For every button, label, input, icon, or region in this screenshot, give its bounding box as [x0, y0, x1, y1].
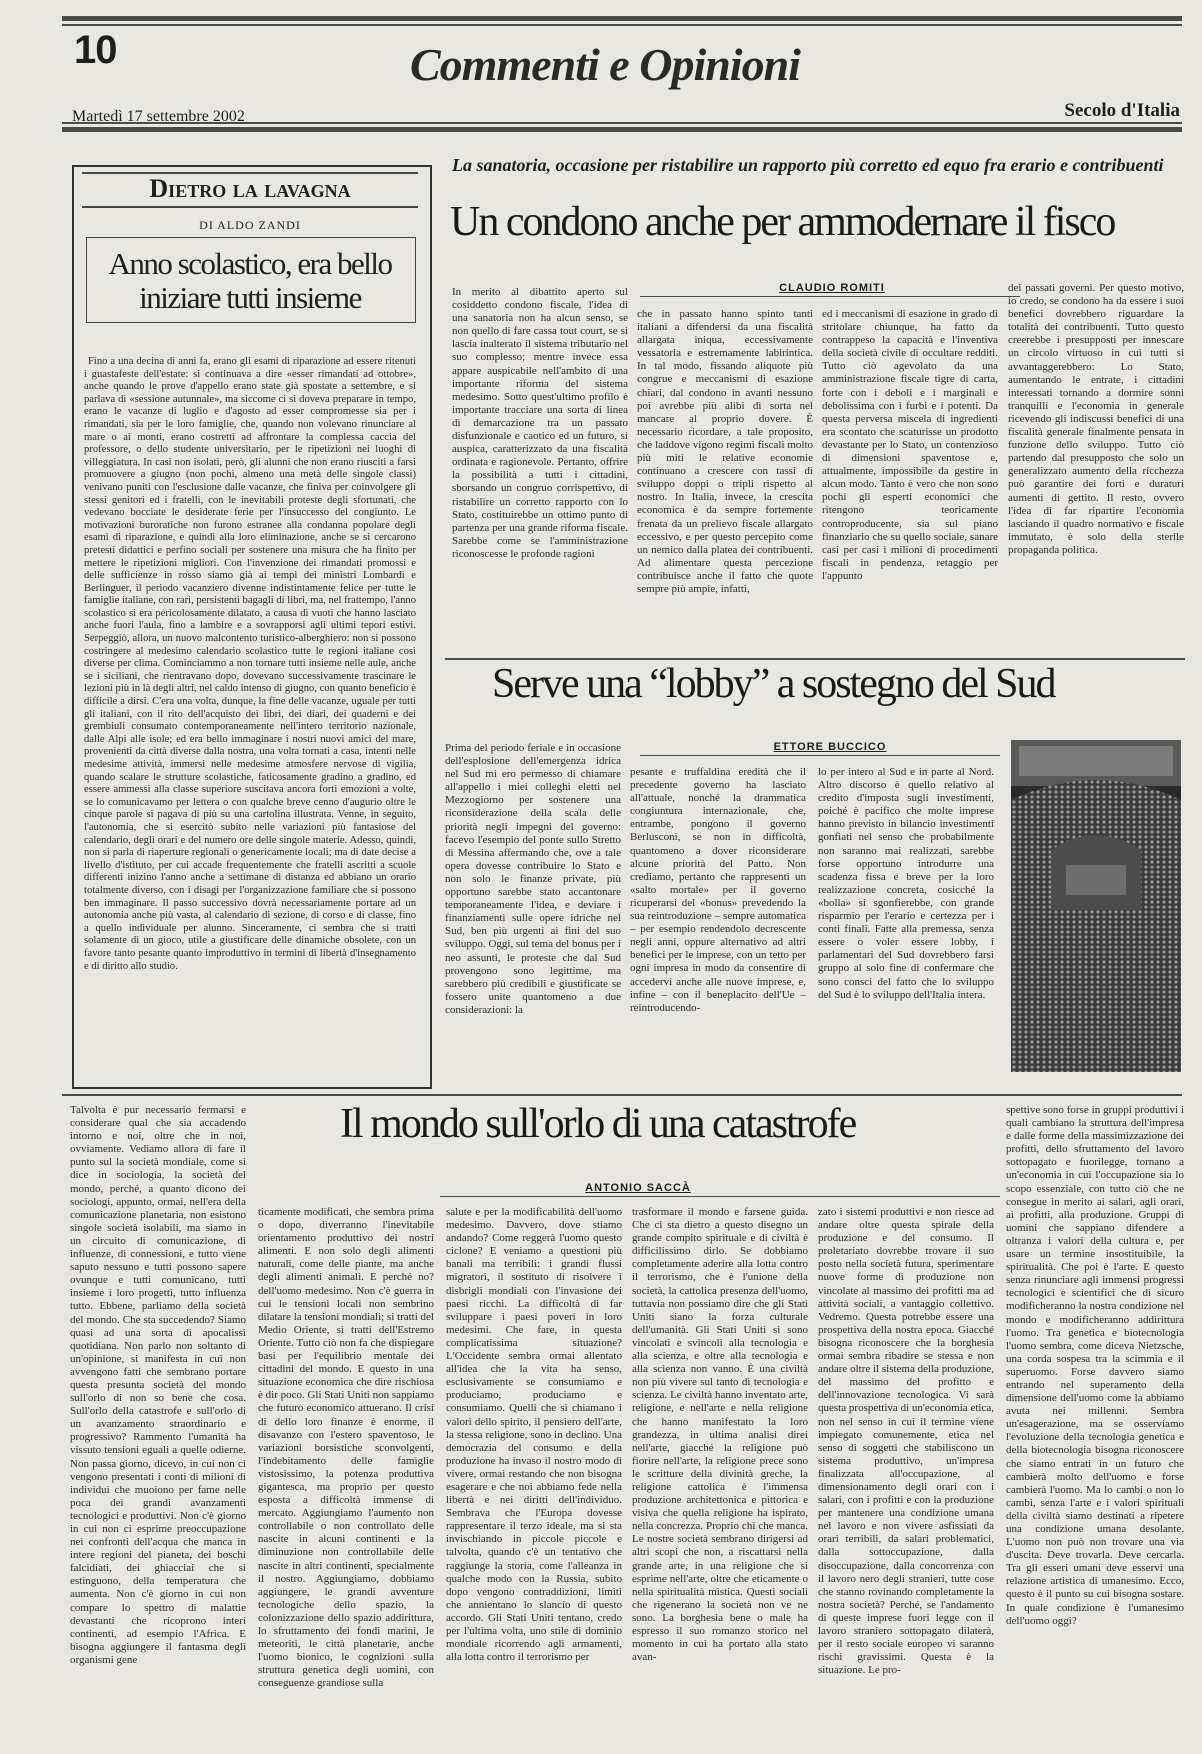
section-title: Commenti e Opinioni — [410, 39, 800, 90]
article1-col-1-text: In merito al dibattito aperto sul cosiddetto condono fiscale, l'idea di una sanatoria non ha alcun senso, se non quello di fare cassa tout court, se si lascia inalterato il sistema tributario nel suo complesso; mentre invece essa appare auspicabile nell'ambito di una importante riforma del sistema medesimo. Sotto quest'ultimo profilo è importante tracciare una sorta di linea di demarcazione tra un passato disfunzionale e caotico ed un futuro, si auspica, caratterizzato da una fiscalità ordinata e ragionevole. Pertanto, offrire la possibilità a tutti i cittadini, sborsando un congruo corrispettivo, di ristabilire un corretto rapporto con lo Stato, costituirebbe un ottimo punto di partenza per una grande riforma fiscale. Sarebbe come se l'amministrazione riconoscesse le profonde ragioni — [452, 286, 628, 560]
article3-col-5 — [818, 1206, 994, 1744]
page-number: 10 — [74, 28, 117, 72]
article1-col-1 — [452, 286, 628, 654]
article2-byline-rule — [640, 755, 1000, 756]
article3-col-1 — [70, 1104, 246, 1744]
header-rule — [62, 127, 1182, 132]
article3-col-4-text: trasformare il mondo e farsene guida. Che ci sta dietro a questo disegno un grande compito spirituale e di civiltà è difficilissimo dirlo. Se dobbiamo completamente aderire alla lotta contro il terrorismo, che è l'unione della società, la cattolica presenza dell'uomo, tuttavia non possiamo dire che gli Stati Uniti siano la forza culturale dell'umanità. Gli Stati Uniti si sono vincolati e svincoli alla tecnologia e alla scienza, e oltre alla tecnologia e alla scienza non vanno. È una civiltà non più vivere sul tanto di tecnologia e scienza. Le civiltà hanno inventato arte, religione, e nell'arte e nella religione che hanno manifestato la loro grandezza, in ultima analisi direi nell'arte, giacché la religione può fiorire nell'arte, la religione prece sono le scritture della divinità greche, la religione cattolica è l'immensa produzione architettonica e pittorica e visiva che quella religione ha ispirato, nella concrezza. Proprio chi che manca. Le nostre società sembrano dirigersi ad altri scopi che non, a riscattarsi nella grande arte, in una religione che si esprime nell'arte, oltre che eticamente o nella spiritualità mistica. Questi sociali che rigenerano la società non ve ne sono. La borghesia bene o male ha espresso il suo romanzo storico nel momento in cui ha portato alla stato avan- — [632, 1206, 808, 1664]
column-title: Anno scolastico, era bello iniziare tutti insieme — [108, 246, 392, 315]
article3-col-5-text: zato i sistemi produttivi e non riesce ad andare oltre questa spirale della produzione e del consumo. Il proletariato dovrebbe trovare il suo posto nella società futura, sperimentare nuove forme di produzione non vincolate al massimo dei profitti ma ad attività sociali, a vantaggio collettivo. Vedremo. Questa potrebbe essere una prospettiva della nostra epoca. Giacché bisogna riconoscere che la borghesia ormai sembra ribadire se stessa e non andare oltre il sistema della produzione, del massimo del profitto e dell'innovazione tecnologica. Vi sarà questa prospettiva di un'economia etica, non nel senso in cui il termine viene impiegato comunemente, etica nel senso di soggetti che stabiliscono un sistema produttivo, un'impresa finalizzata all'occupazione, al dimensionamento degli orari con i salari, con i profitti e con la produzione per mantenere una condizione umana nel lavoro e non vivere asfissiati da orari terribili, da salari problematici, dalla sottoccupazione, dalla disoccupazione, dalla concorrenza con il lavoro nero degli stranieri, tutte cose che stanno rovinando completamente la nostra società? Perché, se l'andamento di queste imprese fuori legge con il lavoro straniero sottopagato dilaterà, per il resto sociale europeo vi saranno rischi gravissimi. Questa è la situazione. Le pro- — [818, 1206, 994, 1677]
top-rule-thin — [62, 24, 1182, 26]
article2-col-1-text: Prima del periodo feriale e in occasione dell'esplosione dell'emergenza idrica nel Sud mi ero permesso di chiamare all'appello i miei colleghi eletti nel Mezzogiorno per sostenere una riconsiderazione della scala delle priorità negli impegni del governo: facevo l'esempio del ponte sullo Stretto di Messina affermando che, ove a tale opera dovesse contribuire lo Stato e non solo le finanze private, più opportuno sarebbe stato accantonare temporaneamente l'idea, e deviare i finanziamenti sulle opere idriche nel Sud, ben più urgenti ai fini del suo sviluppo. Oggi, sul tema del bonus per i neo assunti, le proteste che dal Sud provengono sono legittime, ma sarebbero più credibili e giustificate se fossero unite quantomeno a due considerazioni: la — [445, 742, 621, 1016]
article1-byline-rule — [640, 296, 1020, 297]
article1-col-2-text: che in passato hanno spinto tanti italiani a difendersi da una fiscalità allargata iniqua, eccessivamente vessatoria e estremamente labirintica. In tal modo, fissando aliquote più congrue e meccanismi di esazione chiari, dal condono in avanti nessuno poi avrebbe più alibi di sorta nel mancare al proprio dovere. È necessario ricordare, a tale proposito, che laddove vigono regimi fiscali molto più miti le relative economie continuano a crescere con tassi di sviluppo doppi o tripli rispetto al nostro. In Italia, invece, la crescita economica è da sempre fortemente frenata da un prelievo fiscale allargato eccessivo, e per questo percepito come un nemico dalla platea dei contribuenti. Ad alimentare questa percezione contribuisce anche il fatto che quote sempre più ampie, infatti, — [637, 308, 813, 595]
article3-byline-rule — [440, 1196, 1000, 1197]
article1-bottom-rule — [445, 658, 1185, 660]
article3-col-6-text: spettive sono forse in gruppi produttivi i quali cambiano la struttura dell'impresa e dalle forme della massimizzazione dei profitti, dello sfruttamento del lavoro sottopagato e fuorilegge, tornano a un'economia in cui l'occupazione sia lo scopo essenziale, con tutto ciò che ne consegue in merito ai salari, agli orari, ai profitti, alla produzione. Gruppi di uomini che sappiano difendere a oltranza i valori della cultura e, per usare un termine insostituibile, la spiritualità. Che poi è l'arte. E questo senza rinunciare agli immensi progressi tecnologici e scientifici che di sicuro modificheranno la nostra condizione nel mondo e modificheranno addirittura l'uomo. Tra genetica e biotecnologia l'uomo sembra, come diceva Nietzsche, una corda sospesa tra la scimmia e il superuomo. Forse davvero siamo entrando nel superamento della dimensione dell'uomo come la abbiamo avuta nei millenni. Sembra un'esagerazione, ma se osserviamo l'evoluzione della tecnologia genetica e della biotecnologia bisogna riconoscere che siamo entrati in un futuro che cambierà molto dell'uomo e forse cambierà l'uomo. Ma lo cambi o non lo cambi, senza l'arte e i valori spirituali della civiltà siamo destinati a ripetere una condizione umana desolante. L'uomo non può non trovare una via d'uscita. Deve trovarla. Deve cercarla. Tra gli esseri umani deve esservi una relazione artistica di umanesimo. Ecco, questo è il punto su cui bisogna sostare. In quale condizione è l'umanesimo dell'uomo oggi? — [1006, 1104, 1184, 1627]
article2-col-2 — [630, 766, 806, 1074]
article2-col-2-text: pesante e truffaldina eredità che il precedente governo ha lasciato all'attuale, nonché la drammatica congiuntura internazionale, che, entrambe, pongono il governo Berlusconi, se non in difficoltà, quantomeno a dover riconsiderare alcune priorità del Patto. Non crediamo, pertanto che rappresenti un «salto mortale» per il governo ricuperarsi del «bonus» prevedendo la sua reintroduzione – sempre automatica – per esempio rendendolo decrescente negli anni, oppure alternativo ad altri benefici per le imprese, con un tetto per ogni impresa in modo da consentire di accedervi anche alle nuove imprese, e, infine – con il beneplacito dell'Ue – reintroducendo- — [630, 766, 806, 1014]
column-body — [84, 356, 416, 1072]
article1-col-2 — [637, 308, 813, 654]
middle-rule — [62, 1094, 1182, 1096]
article3-col-1-text: Talvolta è pur necessario fermarsi e considerare qual che sia accadendo intorno e noi, oltre che in noi, ovviamente. Vediamo allora di fare il punto sul la società mondiale, come si dice in sociologia, la società del mondo, perché, a quanto dicono dei sociologi, appunto, ormai, nell'era della comunicazione planetaria, non esistono singole società isolabili, ma siamo in un circuito di comunicazione, di influenze, di connessioni, e tutto viene saputo nessuno e tutti possono sapere ovunque e tutti comunicano, tutti insieme i loro progetti, tutto influenza tutto. Ebbene, parliamo della società del mondo. Che sta succedendo? Siamo quasi ad una sorta di apocalissi quotidiana. Non parlo non soltanto di un'opinione, si manifesta in cui non avvengono fatti che sembrano portare questa presunta società del mondo sull'orlo di non so bene che cosa. Sull'orlo della catastrofe e sull'orlo di un avanzamento straordinario e progressivo? Rammento l'umanità ha vissuto tensioni eguali a quelle odierne. Non passa giorno, dicevo, in cui non ci vengono presentati i conti di milioni di individui che muoiono per fame nelle poca dei grandi avanzamenti tecnologici e produttivi. Non c'è giorno in cui non ci esprime preoccupazione nei confronti dell'acqua che manca in intere regioni del pianeta, dei boschi falcidiati, dei ghiacciai che si estinguono, della temperatura che aumenta. Non c'è giorno in cui non compare lo spettro di malattie devastanti che ricoprono interi continenti, ad esempio l'Africa. E bisogna aggiungere il fantasma degli organismi gene — [70, 1104, 246, 1666]
newspaper-name: Secolo d'Italia — [1064, 100, 1180, 121]
article2-col-3-text: lo per intero al Sud e in parte al Nord. Altro discorso è quello relativo al credito d'imposta sugli investimenti, poiché è pacifico che molte imprese hanno previsto in bilancio investimenti gonfiati nel senso che probabilmente non saranno mai realizzati, sarebbe forse opportuno introdurre una scadenza fissa e breve per la loro realizzazione concreta, cosicché la «bolla» si sgonfierebbe, con grande risparmio per l'erario e certezza per i conti finali. Fatte alla premessa, senza essere o voler essere lobby, i parlamentari del Sud dovrebbero farsi gruppo al solo fine di confermare che sono consci del fatto che lo sviluppo del Sud è lo sviluppo dell'Italia intera. — [818, 766, 994, 1001]
article1-col-4 — [1008, 282, 1184, 654]
article1-byline: CLAUDIO ROMITI — [779, 282, 885, 294]
article3-col-2 — [258, 1206, 434, 1744]
column-author: DI ALDO ZANDI — [199, 218, 301, 232]
article1-col-3-text: ed i meccanismi di esazione in grado di stritolare chiunque, ha fatto da contrappeso la capacità e l'inventiva della società civile di occultare redditi. Tutto ciò agevolato da una amministrazione fiscale tigre di carta, forte con i deboli e i marginali e debolissima con i furbi e i potenti. Da questa perversa miscela di ingredienti era scontato che scaturisse un prodotto devastante per lo Stato, un contenzioso di dimensioni spaventose e, attualmente, impossibile da gestire in alcun modo. Tanto è vero che non sono pochi gli esperti economici che ritengono teoricamente controproducente, sia sul piano finanziario che su quello sociale, sanare casi per casi i milioni di procedimenti fiscali in pendenza, retaggio per l'appunto — [822, 308, 998, 582]
article3-col-6 — [1006, 1104, 1184, 1744]
column-body-text: Fino a una decina di anni fa, erano gli esami di riparazione ad essere ritenuti i guastafeste dell'estate: si continuava a dire «esser rimandati ad ottobre», anche quando le prove d'appello erano state già spostate a settembre, e si parlava di «sessione autunnale», ma siccome ci si doveva preparare in tempo, erano le vacanze di luglio e d'agosto ad esser compromesse sia per i rimandati, sia per le loro famiglie, che, quando non volevano rinunciare al mare o ai monti, erano costretti ad affrontare la complessa caccia del professore, o dello studente universitario, per le ripetizioni nei luoghi di villeggiatura. In casi non isolati, però, gli alunni che non erano riusciti a farsi promuovere a giugno (non pochi, almeno una metà delle singole classi) venivano puniti con l'esclusione dalle vacanze, che finiva per coinvolgere gli stessi genitori ed i fratelli, con le inevitabili proteste degli sfortunati, che vedevano bocciate le desiderate ferie per l'insuccesso del congiunto. Le motivazioni buroratiche non furono estranee alla condanna popolare degli esami di riparazione, e quindi alla loro eliminazione, anche se si cercarono pretesti didattici e perfino sociali per sostenere una misura che ha finito per mettere le ripetizioni migliori. Con l'invenzione dei rimandati promossi e delle sufficienze in rosso siamo già ai tempi dei ministri Lombardi e Berlinguer, il periodo vacanziero divenne indistintamente felice per tutte le famiglie italiane, con rari, persistenti bagagli di libri, ma, nel frattempo, l'anno scolastico si era pericolosamente dilatato, a causa di vuoti che hanno lasciato anche fuori l'aula, fino a lambire e a sovrapporsi agli ultimi tepori estivi. Serpeggiò, allora, un nuovo malcontento turistico-alberghiero: non si possono costringere al medesimo calendario scolastico tutte le regioni italiane così diverse per clima. Cominciammo a non tornare tutti insieme nelle aule, anche se i siciliani, che rientravano dopo, dovevano successivamente trascinare le lezioni più in là degli altri, nel caldo intenso di giugno, con quanto beneficio è difficile a dirsi. C'era una volta, dunque, la fine delle vacanze, uguale per tutti gli italiani, con il rito dell'acquisto dei libri, dei diari, dei quaderni e dei grembiuli consumato contemporaneamente nell'intero territorio nazionale, dalle Alpi alle isole; ed era bello immaginare i nostri nuovi amici del mare, provenienti da città diverse dalla nostra, una volta tornati a casa, intenti nelle medesime attività, immersi nelle medesime atmosfere nervose di vigilia, quando scalare le strutture scolastiche, faticosamente gradino a gradino, ed essere ammessi alla classe superiore suscitava ancora forti emozioni a volte, se lo comunicavamo per lettera o con qualche breve cenno d'augurio oltre le cinque parole si pagava di più su una cartolina illustrata. Venne, in seguito, l'autonomia, che si esercitò subito nelle variazioni più fantasiose del calendario, degli orari e del numero ore delle singole materie. Adesso, quindi, non si parla di riaperture regionali o genericamente locali; ma di date decise a livello d'istituto, per cui accade frequentemente che fratelli ascritti a scuole differenti inizino l'anno anche a settimane di distanza ed abbiano un orario totalmente diverso, con i disagi per l'organizzazione familiare che si possono ben immaginare. Il passo successivo dovrà necessariamente portare ad un autonomia anche più vasta, al calendario di sezione, di corso e di classe, fino a quello individuale per alunno. Sinceramente, ci sembra che si tratti solamente di un gioco, utile a giustificare delle dinamiche obsolete, con un favore tanto pesante quanto improduttivo in termini di libertà d'insegnamento e di diritto allo studio. — [84, 356, 416, 972]
article1-col-4-text: dei passati governi. Per questo motivo, io credo, se condono ha da essere i suoi benefici dovrebbero riguardare la totalità dei contribuenti. Tutto questo creerebbe i presupposti per innescare un circolo virtuoso in cui tutti si avvantaggerebbero: Lo Stato, aumentando le entrate, i cittadini interessati tornando a dormire sonni tranquilli e l'economia in generale ricevendo gli indiscussi benefici di una fiscalità generale finalmente pensata in funzione dello sviluppo. Tutto ciò partendo dal presupposto che solo un generalizzato aumento della ricchezza può garantire dei forti e duraturi aumenti di gettito. Il resto, ovvero l'idea di far ripartire l'economia lasciando il quadro normativo e fiscale immutato, è solo della sterile propaganda politica. — [1008, 282, 1184, 556]
parliament-photo — [1011, 740, 1181, 1072]
article3-headline: Il mondo sull'orlo di una catastrofe — [340, 1101, 856, 1147]
article2-byline: ETTORE BUCCICO — [773, 741, 887, 753]
column-rubric: Dietro la lavagna — [82, 172, 418, 208]
parliament-image — [1011, 740, 1181, 1072]
article2-col-1 — [445, 742, 621, 1074]
article3-col-3 — [446, 1206, 622, 1744]
article1-headline: Un condono anche per ammodernare il fisco — [450, 199, 1115, 245]
top-rule — [62, 16, 1182, 21]
article3-col-3-text: salute e per la modificabilità dell'uomo medesimo. Davvero, dove stiamo andando? Come reggerà l'uomo questo ciclone? E veniamo a questioni più banali ma terribili: i grandi flussi migratori, il sostituto di risolvere i disbrigli mondiali con l'invasione dei paesi ricchi. La difficoltà di far sviluppare i paesi poveri in loro medesimi. Che fare, in questa complicatissima situazione? L'Occidente sembra ormai allentato all'idea che la vita ha senso, esclusivamente se consumiamo e produciamo, produciamo e consumiamo. Quelli che si chiamano i valori dello spirito, il pensiero dell'arte, la stessa religione, sono in declino. Una democrazia del consumo e della produzione ha invaso il nostro modo di vivere, ormai restando che non bisogna esagerare e che noi abbiamo fede nella libertà e nei diritti dell'individuo. Sembrava che l'Europa dovesse rappresentare il terzo ideale, ma si sta invischiando in piccole piccole e talvolta, quando c'è un tentativo che raggiunge la storia, come l'alleanza in qualche modo con la Russia, subito dopo vengono contraddizioni, limiti che annientano lo slancio di questo accordo. Gli Stati Uniti tentano, credo per l'ultima volta, uno stile di dominio mondiale ricorrendo agli armamenti, alla lotta contro il terrorismo per — [446, 1206, 622, 1664]
article2-headline: Serve una “lobby” a sostegno del Sud — [492, 661, 1055, 707]
article2-col-3 — [818, 766, 994, 1074]
article3-byline: ANTONIO SACCÀ — [585, 1182, 691, 1194]
article1-col-3 — [822, 308, 998, 654]
article3-col-2-text: ticamente modificati, che sembra prima o dopo, diverranno l'inevitabile orientamento produttivo dei nostri alimenti. E non solo degli alimenti naturali, come delle piante, ma anche degli alimenti animali. E perché no? dell'uomo medesimo. Non c'è guerra in cui le tensioni locali non sembrino dilatare la tensioni mondiali; si tratti del Medio Oriente, si tratti dell'Estremo Oriente. Tutto ciò non fa che dispiegare basi per l'equilibrio mentale dei cittadini del mondo. E questo in una situazione economica che dire rischiosa è dir poco. Gli Stati Uniti non sappiamo che futuro economico attuerano. Il crisi di dello loro finanze è enorme, il disavanzo con l'estero spaventoso, le variazioni borsistiche sconvolgenti, l'indebitamento delle famiglie vistosissimo, la potenza produttiva gigantesca, ma proprio per questo esposta a difficoltà immense di mercato. Aggiungiamo l'aumento non controllabile o non controllato delle nascite in alcuni continenti e la diminuzione non controllabile delle nascite in altri continenti, specialmente il nostro. Aggiungiamo, dobbiamo aggiungere, le grandi avventure tecnologiche dello spazio, la colonizzazione dello spazio addirittura, lo sfruttamento dei fondi marini, le meteoriti, le città planetarie, anche l'uomo bionico, le cognizioni sulla struttura genetica degli uomini, con conseguenze grandiose sulla — [258, 1206, 434, 1690]
article3-col-4 — [632, 1206, 808, 1744]
article1-kicker: La sanatoria, occasione per ristabilire un rapporto più corretto ed equo fra erario e contribuenti — [452, 155, 1164, 175]
issue-date: Martedì 17 settembre 2002 — [72, 108, 245, 125]
